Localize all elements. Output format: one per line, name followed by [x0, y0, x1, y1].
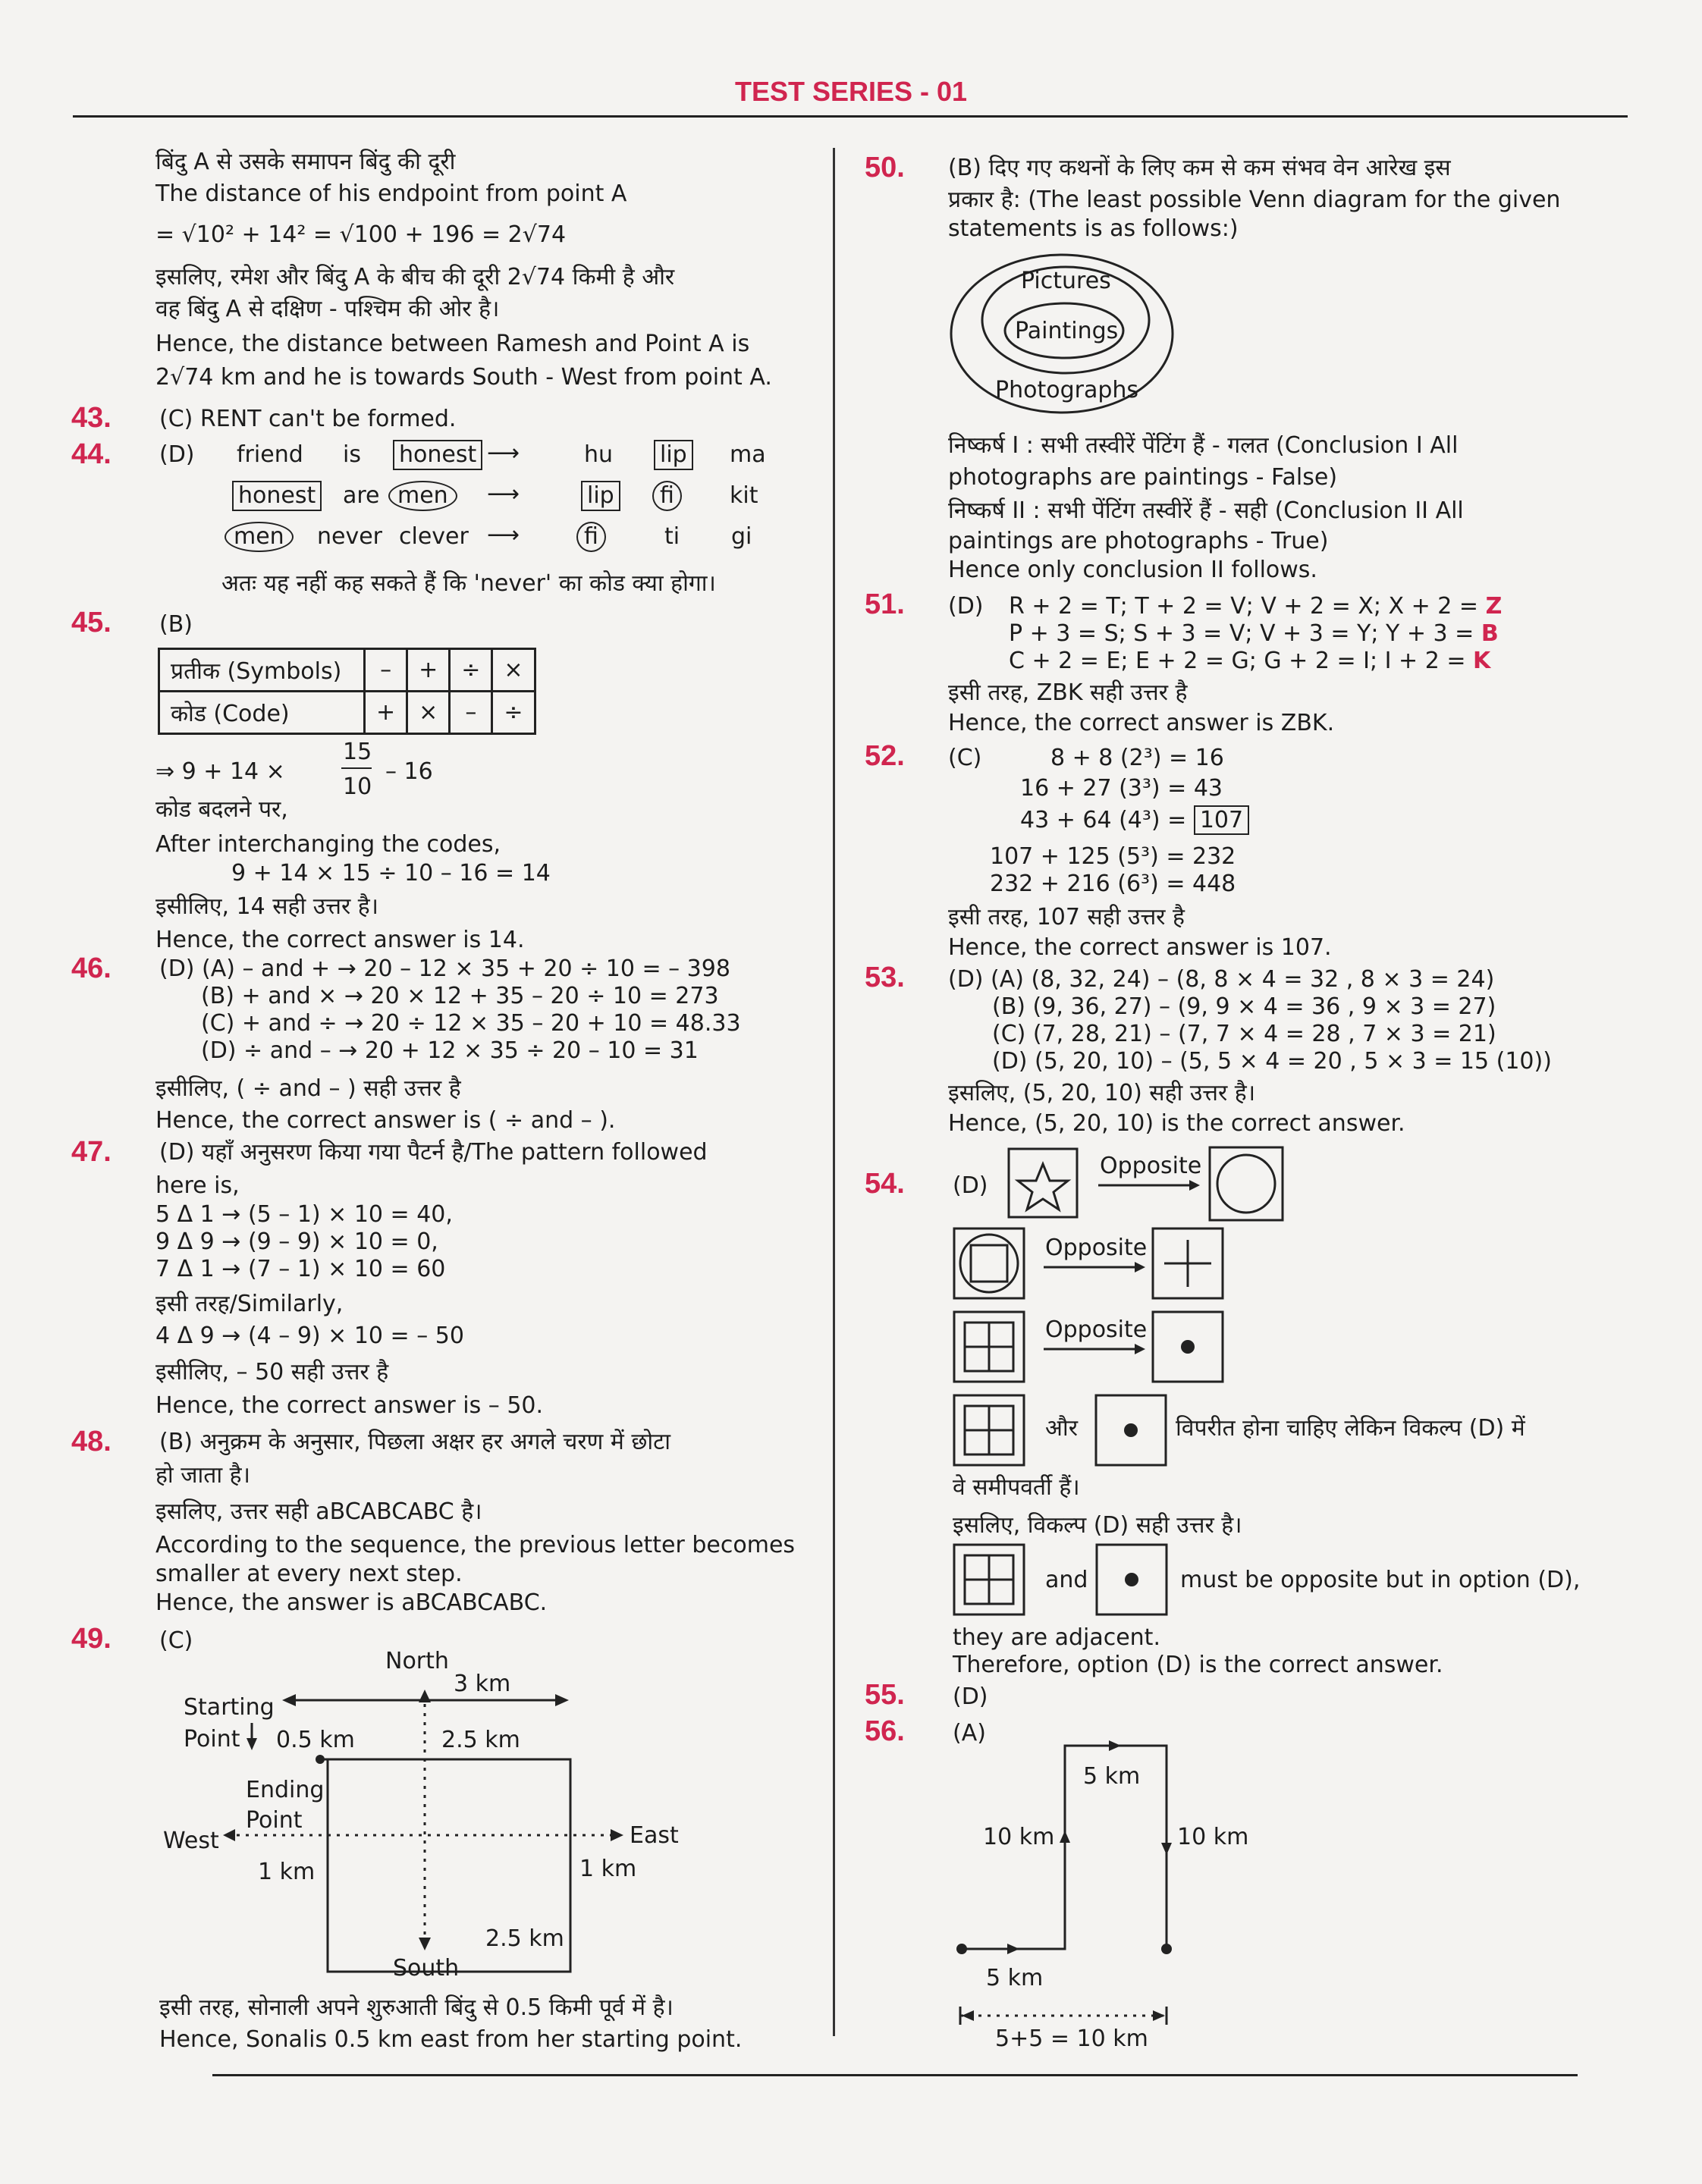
- intro-line-4: इसलिए, रमेश और बिंदु A के बीच की दूरी 2√74 किमी है और: [155, 264, 675, 290]
- question-number-50: 50.: [865, 152, 905, 184]
- question-number-46: 46.: [71, 952, 111, 984]
- q54-line: वे समीपवर्ती हैं।: [953, 1474, 1080, 1501]
- q44-word-boxed: honest: [393, 440, 482, 470]
- q49-line: इसी तरह, सोनाली अपने शुरुआती बिंदु से 0.5 किमी पूर्व में है।: [159, 1994, 674, 2021]
- q50-line: निष्कर्ष II : सभी पेंटिंग तस्वीरें हैं - सही (Conclusion II All: [948, 497, 1464, 524]
- table-cell: प्रतीक (Symbols): [159, 649, 365, 692]
- question-number-47: 47.: [71, 1136, 111, 1168]
- question-number-51: 51.: [865, 588, 905, 620]
- table-cell: ÷: [450, 649, 492, 692]
- q44-code: ma: [730, 441, 766, 468]
- table-cell: –: [365, 649, 407, 692]
- q47-line: इसीलिए, – 50 सही उत्तर है: [155, 1359, 389, 1385]
- q44-word: friend: [237, 441, 303, 468]
- q54-line: must be opposite but in option (D),: [1180, 1567, 1581, 1593]
- q48-line: Hence, the answer is aBCABCABC.: [155, 1589, 548, 1616]
- q45-expression-right: – 16: [385, 758, 433, 785]
- east-label: East: [630, 1822, 679, 1849]
- q45-line: कोड बदलने पर,: [155, 796, 288, 823]
- q44-code-boxed: lip: [581, 481, 620, 511]
- table-cell: –: [450, 692, 492, 734]
- q51-answer-letter: B: [1481, 620, 1499, 647]
- q53-line: (D) (A) (8, 32, 24) – (8, 8 × 4 = 32 , 8 × 3 = 24): [948, 966, 1495, 993]
- q44-note: अतः यह नहीं कह सकते हैं कि 'never' का कोड क्या होगा।: [221, 570, 716, 597]
- q51-answer-letter: K: [1473, 648, 1491, 674]
- arrow-icon: ⟶: [487, 481, 520, 507]
- q44-word: is: [343, 441, 361, 468]
- q47-line: Hence, the correct answer is – 50.: [155, 1392, 544, 1419]
- q52-row: 107 + 125 (5³) = 232: [990, 843, 1236, 870]
- q46-line: (D) (A) – and + → 20 – 12 × 35 + 20 ÷ 10 = – 398: [159, 956, 730, 982]
- q44-code: gi: [731, 523, 752, 550]
- table-cell: ×: [407, 692, 450, 734]
- q50-line: (B) दिए गए कथनों के लिए कम से कम संभव वेन आरेख इस: [948, 155, 1451, 181]
- question-number-55: 55.: [865, 1679, 905, 1711]
- q45-fraction-denominator: 10: [343, 774, 372, 800]
- answer-49-option: (C): [159, 1627, 193, 1654]
- q45-fraction-numerator: 15: [343, 739, 372, 765]
- question-number-54: 54.: [865, 1168, 905, 1200]
- distance-label: 3 km: [454, 1671, 511, 1697]
- q49-line: Hence, Sonalis 0.5 km east from her starting point.: [159, 2026, 743, 2053]
- q47-line: 5 Δ 1 → (5 – 1) × 10 = 40,: [155, 1201, 453, 1228]
- q48-line: इसलिए, उत्तर सही aBCABCABC है।: [155, 1498, 482, 1525]
- venn-inner-label: Paintings: [1015, 318, 1119, 344]
- q44-code-circled: fi: [652, 481, 682, 511]
- q44-word: never: [317, 523, 383, 550]
- q45-line: Hence, the correct answer is 14.: [155, 927, 525, 953]
- page-header: TEST SERIES - 01: [734, 76, 968, 107]
- question-number-56: 56.: [865, 1715, 905, 1747]
- distance-label: 10 km: [1177, 1824, 1249, 1850]
- q51-line: इसी तरह, ZBK सही उत्तर है: [948, 679, 1188, 706]
- q44-word: are: [343, 482, 380, 509]
- south-label: South: [393, 1955, 460, 1982]
- west-label: West: [163, 1828, 219, 1854]
- answer-56-option: (A): [953, 1720, 986, 1746]
- starting-point-label: Point: [184, 1726, 240, 1753]
- q52-row: 8 + 8 (2³) = 16: [1050, 745, 1224, 771]
- table-cell: +: [365, 692, 407, 734]
- table-cell: ×: [492, 649, 535, 692]
- distance-label: 2.5 km: [485, 1925, 564, 1952]
- q51-row: R + 2 = T; T + 2 = V; V + 2 = X; X + 2 = Z: [1009, 593, 1503, 620]
- q46-line: Hence, the correct answer is ( ÷ and – ).: [155, 1107, 616, 1134]
- intro-line-3: = √10² + 14² = √100 + 196 = 2√74: [155, 221, 567, 248]
- q54-and: and: [1045, 1567, 1088, 1593]
- intro-line-1: बिंदु A से उसके समापन बिंदु की दूरी: [155, 149, 456, 175]
- q54-line: Therefore, option (D) is the correct answer.: [953, 1652, 1443, 1678]
- table-cell: कोड (Code): [159, 692, 365, 734]
- q45-line: इसीलिए, 14 सही उत्तर है।: [155, 893, 379, 920]
- answer-43: (C) RENT can't be formed.: [159, 406, 457, 432]
- q46-line: (C) + and ÷ → 20 ÷ 12 × 35 – 20 + 10 = 48.33: [201, 1010, 741, 1037]
- direction-diagram-49: [152, 1646, 834, 2010]
- distance-label: 2.5 km: [441, 1727, 520, 1753]
- opposite-label: Opposite: [1045, 1316, 1148, 1343]
- intro-line-2: The distance of his endpoint from point A: [155, 180, 627, 207]
- header-rule: [73, 115, 1628, 118]
- answer-52-option: (C): [948, 745, 982, 771]
- answer-54-option: (D): [953, 1172, 988, 1199]
- arrow-icon: ⟶: [487, 440, 520, 466]
- intro-line-7: 2√74 km and he is towards South - West from point A.: [155, 364, 772, 391]
- q52-line: Hence, the correct answer is 107.: [948, 934, 1332, 961]
- ending-label: Ending: [246, 1777, 325, 1803]
- q50-line: निष्कर्ष I : सभी तस्वीरें पेंटिंग हैं - गलत (Conclusion I All: [948, 432, 1459, 459]
- table-cell: +: [407, 649, 450, 692]
- table-cell: ÷: [492, 692, 535, 734]
- q51-line: Hence, the correct answer is ZBK.: [948, 710, 1335, 736]
- q45-line: 9 + 14 × 15 ÷ 10 – 16 = 14: [231, 860, 551, 886]
- venn-outermost-label: Photographs: [995, 377, 1139, 403]
- q52-row: 43 + 64 (4³) = 107: [1020, 807, 1249, 834]
- question-number-48: 48.: [71, 1426, 111, 1458]
- q46-line: (D) ÷ and – → 20 + 12 × 35 ÷ 20 – 10 = 31: [201, 1037, 699, 1064]
- q50-line: paintings are photographs - True): [948, 528, 1329, 554]
- q44-code-boxed: lip: [654, 440, 693, 470]
- q47-line: (D) यहाँ अनुसरण किया गया पैटर्न है/The pattern followed: [159, 1139, 708, 1166]
- distance-label: 1 km: [579, 1856, 637, 1882]
- arrow-icon: ⟶: [487, 522, 520, 548]
- q52-row: 16 + 27 (3³) = 43: [1020, 775, 1223, 802]
- q45-line: After interchanging the codes,: [155, 831, 501, 858]
- q46-line: इसीलिए, ( ÷ and – ) सही उत्तर है: [155, 1075, 461, 1102]
- q44-word-boxed: honest: [232, 481, 322, 511]
- question-number-49: 49.: [71, 1623, 111, 1655]
- q44-word: clever: [399, 523, 469, 550]
- q50-line: Hence only conclusion II follows.: [948, 557, 1317, 583]
- answer-51-option: (D): [948, 593, 984, 620]
- distance-label: 5 km: [986, 1965, 1044, 1991]
- q45-expression-left: ⇒ 9 + 14 ×: [155, 758, 285, 785]
- venn-outer-label: Pictures: [1021, 268, 1111, 294]
- q47-line: 4 Δ 9 → (4 – 9) × 10 = – 50: [155, 1323, 464, 1349]
- q44-code-circled: fi: [576, 522, 606, 552]
- q53-line: (D) (5, 20, 10) – (5, 5 × 4 = 20 , 5 × 3 = 15 (10)): [992, 1048, 1552, 1075]
- intro-line-5: वह बिंदु A से दक्षिण - पश्चिम की ओर है।: [155, 296, 500, 322]
- q44-word-circled: men: [388, 481, 457, 511]
- answer-44-option: (D): [159, 441, 195, 468]
- distance-label: 0.5 km: [276, 1727, 355, 1753]
- q46-line: (B) + and × → 20 × 12 + 35 – 20 ÷ 10 = 273: [201, 983, 719, 1009]
- q48-line: (B) अनुक्रम के अनुसार, पिछला अक्षर हर अगले चरण में छोटा: [159, 1429, 671, 1455]
- q52-line: इसी तरह, 107 सही उत्तर है: [948, 904, 1185, 930]
- q54-line: इसलिए, विकल्प (D) सही उत्तर है।: [953, 1512, 1242, 1539]
- ending-point-label: Point: [246, 1807, 303, 1834]
- starting-label: Starting: [184, 1694, 275, 1721]
- footer-rule: [212, 2074, 1578, 2076]
- q53-line: Hence, (5, 20, 10) is the correct answer.: [948, 1110, 1405, 1137]
- q51-answer-letter: Z: [1485, 593, 1503, 620]
- q47-line: here is,: [155, 1172, 240, 1199]
- symbol-code-table: [158, 648, 536, 735]
- q44-code: kit: [730, 482, 758, 509]
- intro-line-6: Hence, the distance between Ramesh and Point A is: [155, 331, 750, 357]
- opposite-label: Opposite: [1100, 1153, 1202, 1179]
- q51-row: C + 2 = E; E + 2 = G; G + 2 = I; I + 2 = K: [1009, 648, 1491, 674]
- q50-line: statements is as follows:): [948, 215, 1239, 242]
- opposite-label: Opposite: [1045, 1235, 1148, 1261]
- distance-label: 10 km: [983, 1824, 1055, 1850]
- distance-label: 1 km: [258, 1859, 316, 1885]
- question-number-43: 43.: [71, 402, 111, 434]
- q48-line: smaller at every next step.: [155, 1561, 463, 1587]
- q48-line: According to the sequence, the previous letter becomes: [155, 1532, 796, 1558]
- q53-line: इसलिए, (5, 20, 10) सही उत्तर है।: [948, 1080, 1256, 1106]
- answer-45-option: (B): [159, 611, 193, 638]
- q51-row: P + 3 = S; S + 3 = V; V + 3 = Y; Y + 3 = B: [1009, 620, 1499, 647]
- q44-code: hu: [584, 441, 614, 468]
- q52-row: 232 + 216 (6³) = 448: [990, 871, 1236, 897]
- q47-line: इसी तरह/Similarly,: [155, 1291, 344, 1317]
- fraction-bar: [341, 767, 372, 769]
- q54-aur: और: [1045, 1415, 1078, 1442]
- venn-diagram: [948, 250, 1191, 417]
- q44-word-circled: men: [225, 522, 294, 552]
- q47-line: 9 Δ 9 → (9 – 9) × 10 = 0,: [155, 1228, 438, 1255]
- q54-line: विपरीत होना चाहिए लेकिन विकल्प (D) में: [1176, 1415, 1525, 1442]
- q53-line: (C) (7, 28, 21) – (7, 7 × 4 = 28 , 7 × 3 = 21): [992, 1021, 1496, 1047]
- q44-code: ti: [664, 523, 680, 550]
- path-diagram-56: [953, 1737, 1332, 2052]
- q50-line: photographs are paintings - False): [948, 464, 1338, 491]
- north-label: North: [385, 1648, 449, 1674]
- total-distance-label: 5+5 = 10 km: [995, 2026, 1148, 2052]
- q48-line: हो जाता है।: [155, 1462, 250, 1489]
- q53-line: (B) (9, 36, 27) – (9, 9 × 4 = 36 , 9 × 3 = 27): [992, 993, 1496, 1020]
- distance-label: 5 km: [1083, 1763, 1141, 1790]
- question-number-45: 45.: [71, 607, 111, 639]
- q52-boxed-answer: 107: [1194, 805, 1249, 835]
- q50-line: प्रकार है: (The least possible Venn diagram for the given: [948, 187, 1561, 213]
- question-number-44: 44.: [71, 438, 111, 470]
- q47-line: 7 Δ 1 → (7 – 1) × 10 = 60: [155, 1256, 446, 1282]
- q54-line: they are adjacent.: [953, 1624, 1160, 1651]
- question-number-53: 53.: [865, 962, 905, 993]
- question-number-52: 52.: [865, 740, 905, 772]
- answer-55-option: (D): [953, 1684, 988, 1710]
